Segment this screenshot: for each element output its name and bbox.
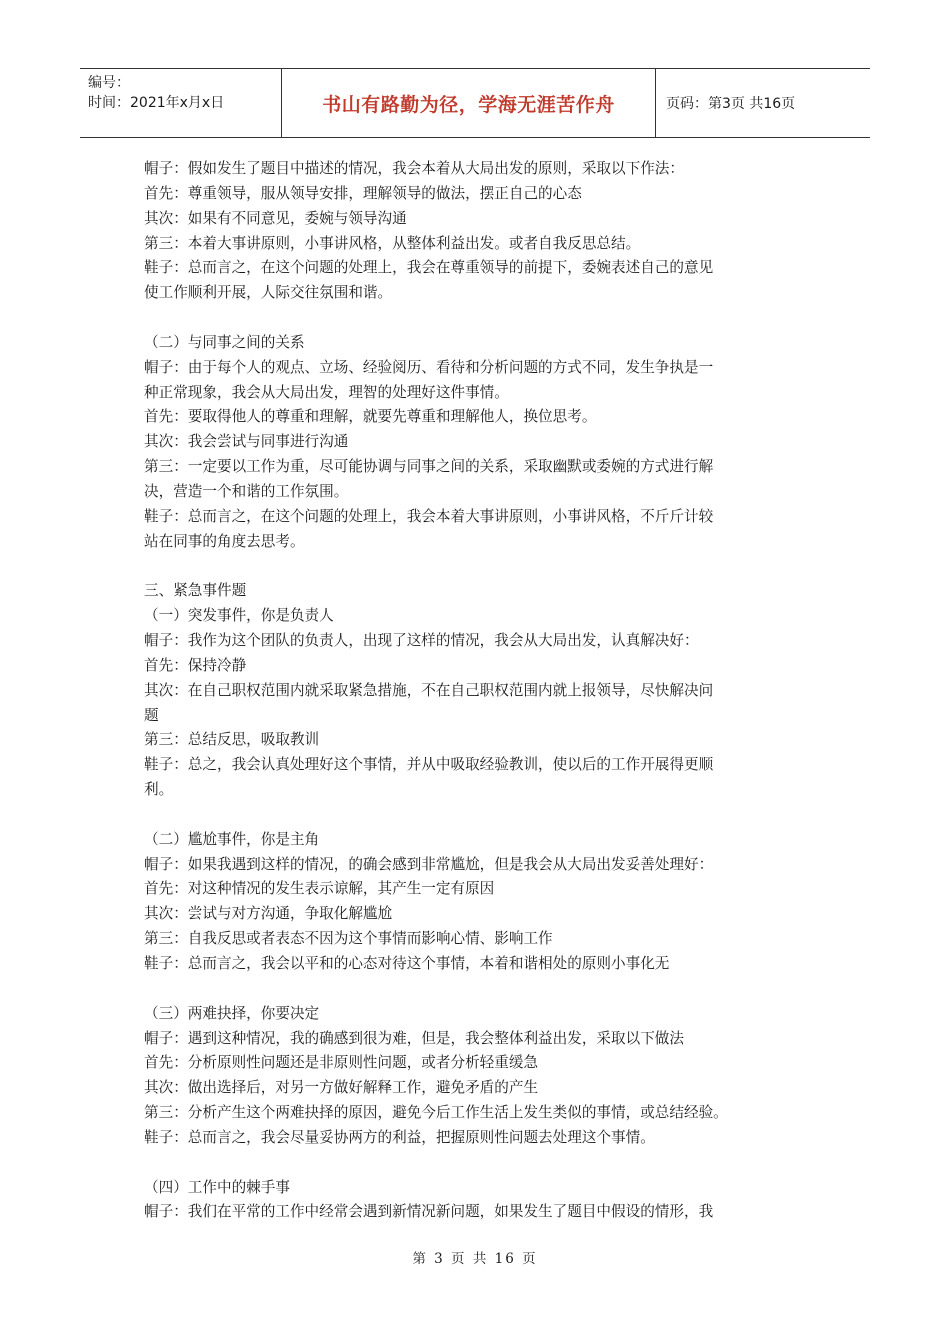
body-text-line: 第三：一定要以工作为重，尽可能协调与同事之间的关系，采取幽默或委婉的方式进行解 xyxy=(144,458,714,476)
body-text-line: 三、紧急事件题 xyxy=(144,582,247,600)
body-text-line: 其次：做出选择后，对另一方做好解释工作，避免矛盾的产生 xyxy=(144,1079,539,1097)
body-text-line: 帽子：假如发生了题目中描述的情况，我会本着从大局出发的原则，采取以下作法： xyxy=(144,160,684,177)
body-text-line: 使工作顺利开展，人际交往氛围和谐。 xyxy=(144,284,393,302)
body-text-line: （二）与同事之间的关系 xyxy=(144,333,305,351)
body-text-line: 其次：在自己职权范围内就采取紧急措施，不在自己职权范围内就上报领导，尽快解决问 xyxy=(144,681,714,699)
body-text-line: 鞋子：总之，我会认真处理好这个事情，并从中吸取经验教训，使以后的工作开展得更顺 xyxy=(144,756,714,774)
body-text-line: 利。 xyxy=(144,781,174,799)
body-text-line: 鞋子：总而言之，我会以平和的心态对待这个事情，本着和谐相处的原则小事化无 xyxy=(144,955,670,972)
body-text-line: 帽子：如果我遇到这样的情况，的确会感到非常尴尬，但是我会从大局出发妥善处理好： xyxy=(144,855,714,873)
body-text-line: 帽子：由于每个人的观点、立场、经验阅历、看待和分析问题的方式不同，发生争执是一 xyxy=(144,358,714,376)
body-text-line: 鞋子：总而言之，在这个问题的处理上，我会本着大事讲原则，小事讲风格，不斤斤计较 xyxy=(144,507,714,525)
document-header xyxy=(80,68,870,138)
header-page-cell xyxy=(656,69,870,137)
blank-line xyxy=(144,1151,810,1176)
blank-line xyxy=(144,306,810,331)
body-text-line: （一）突发事件，你是负责人 xyxy=(144,607,334,625)
body-text-line: 首先：保持冷静 xyxy=(144,656,247,674)
body-text-line: 帽子：我们在平常的工作中经常会遇到新情况新问题，如果发生了题目中假设的情形，我 xyxy=(144,1203,714,1221)
blank-line xyxy=(144,803,810,828)
body-text-line: 首先：对这种情况的发生表示谅解，其产生一定有原因 xyxy=(144,880,495,898)
header-motto: 书山有路勤为径，学海无涯苦作舟 xyxy=(322,93,615,116)
body-text-line: 首先：要取得他人的尊重和理解，就要先尊重和理解他人，换位思考。 xyxy=(144,408,597,426)
document-time-label: 时间：2021年x月x日 xyxy=(88,95,225,111)
body-text-line: 鞋子：总而言之，我会尽量妥协两方的利益，把握原则性问题去处理这个事情。 xyxy=(144,1128,655,1146)
document-number-label: 编号： xyxy=(88,75,130,91)
body-text-line: 种正常现象，我会从大局出发，理智的处理好这件事情。 xyxy=(144,383,509,401)
body-text-line: 其次：如果有不同意见，委婉与领导沟通 xyxy=(144,209,407,227)
page-footer: 第 3 页 共 16 页 xyxy=(412,1251,538,1267)
body-text-line: 决，营造一个和谐的工作氛围。 xyxy=(144,482,349,500)
body-text-line: 帽子：我作为这个团队的负责人，出现了这样的情况，我会从大局出发，认真解决好： xyxy=(144,632,699,650)
body-text-line: 鞋子：总而言之，在这个问题的处理上，我会在尊重领导的前提下，委婉表述自己的意见 xyxy=(144,259,714,277)
body-text-line: 站在同事的角度去思考。 xyxy=(144,532,305,550)
blank-line xyxy=(144,555,810,580)
body-text-line: 第三：分析产生这个两难抉择的原因，避免今后工作生活上发生类似的事情，或总结经验。 xyxy=(144,1104,728,1122)
body-text-line: 题 xyxy=(144,706,159,724)
body-text-line: （四）工作中的棘手事 xyxy=(144,1178,290,1196)
header-page-info: 页码：第3页 共16页 xyxy=(666,96,796,112)
body-text-line: （三）两难抉择，你要决定 xyxy=(144,1004,320,1022)
body-text-line: 第三：总结反思，吸取教训 xyxy=(144,731,320,749)
blank-line xyxy=(144,977,810,1002)
body-text-line: 首先：尊重领导，服从领导安排，理解领导的做法，摆正自己的心态 xyxy=(144,184,582,202)
document-body xyxy=(144,157,810,1225)
body-text-line: 首先：分析原则性问题还是非原则性问题，或者分析轻重缓急 xyxy=(144,1054,539,1072)
body-text-line: 帽子：遇到这种情况，我的确感到很为难，但是，我会整体利益出发，采取以下做法 xyxy=(144,1029,684,1047)
body-text-line: 其次：我会尝试与同事进行沟通 xyxy=(144,433,349,451)
header-meta-cell xyxy=(80,69,282,137)
body-text-line: 第三：本着大事讲原则，小事讲风格，从整体利益出发。或者自我反思总结。 xyxy=(144,234,641,252)
body-text-line: 第三：自我反思或者表态不因为这个事情而影响心情、影响工作 xyxy=(144,930,553,948)
body-text-line: 其次：尝试与对方沟通，争取化解尴尬 xyxy=(144,905,393,923)
body-text-line: （二）尴尬事件，你是主角 xyxy=(144,830,320,848)
header-motto-cell xyxy=(282,69,656,137)
